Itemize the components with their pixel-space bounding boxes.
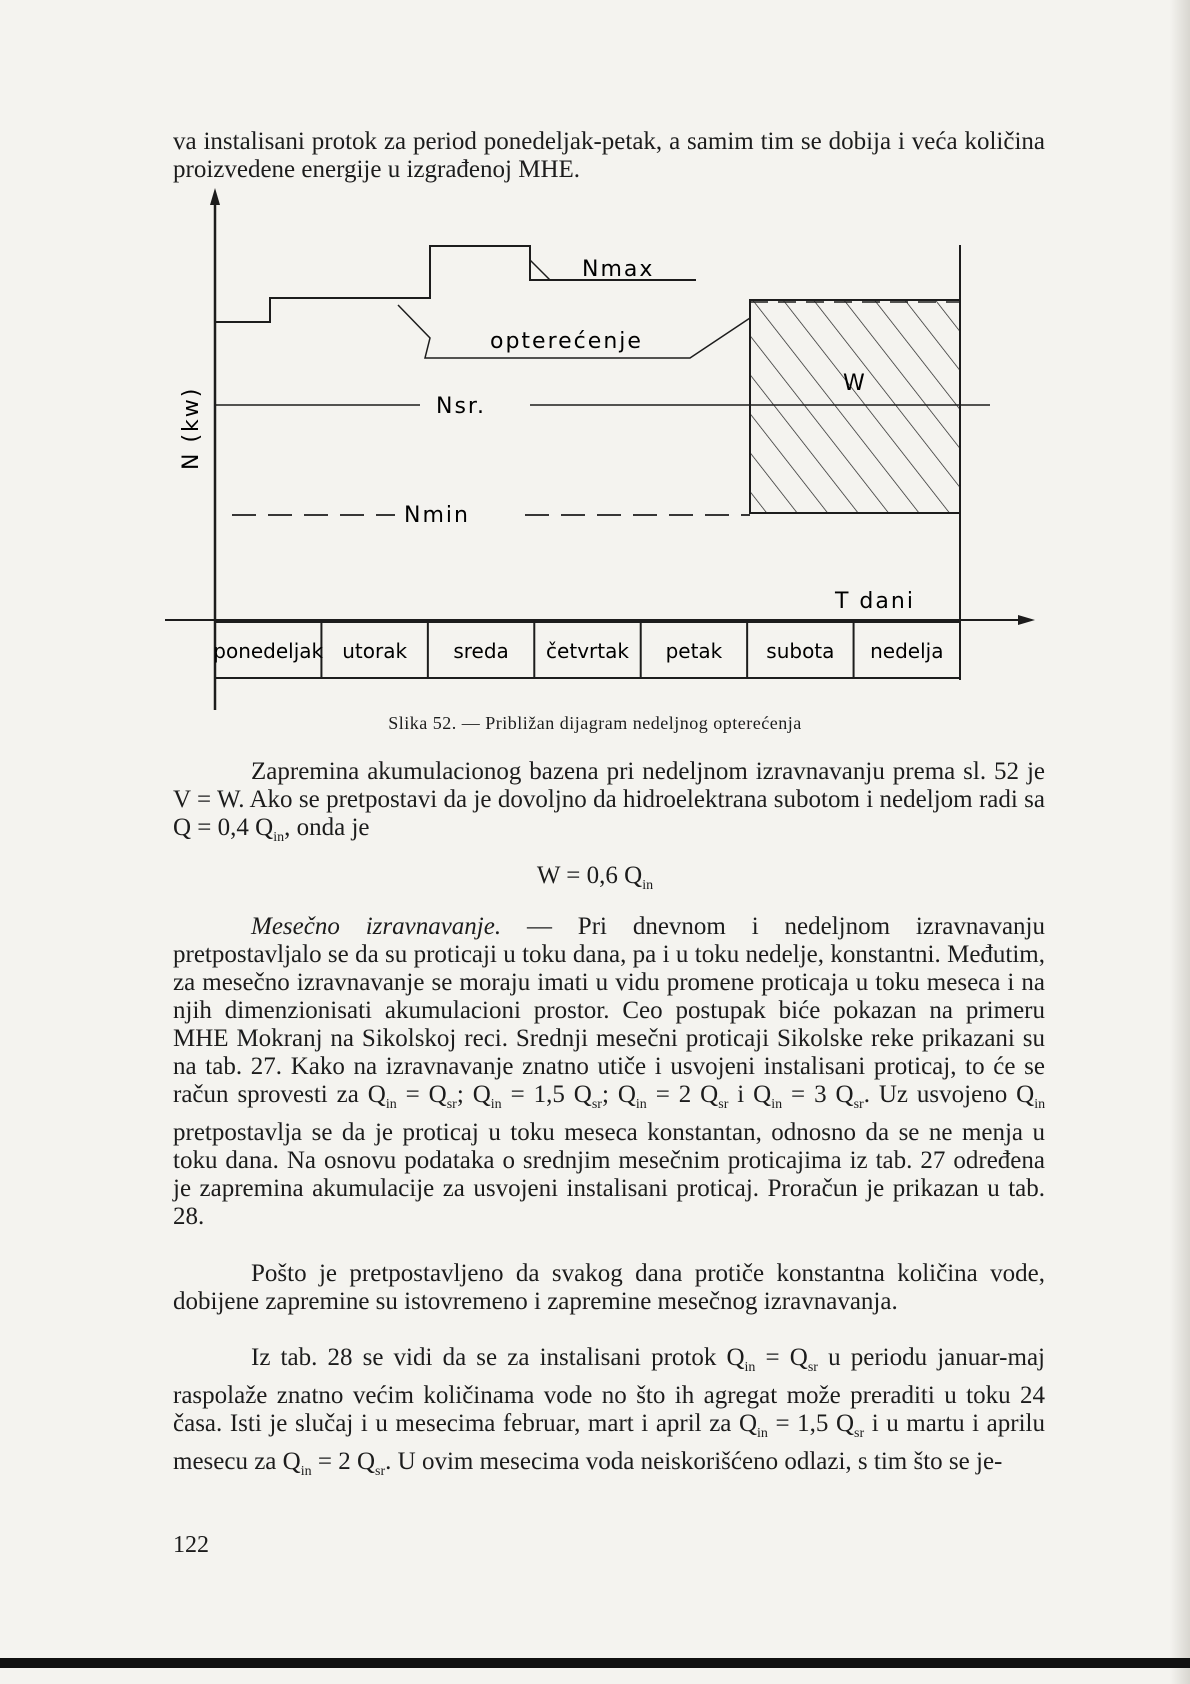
nmax-label: Nmax xyxy=(582,257,655,282)
page-number: 122 xyxy=(173,1532,209,1558)
w-label: W xyxy=(843,371,865,396)
weekly-load-diagram xyxy=(0,0,1190,720)
paragraph-table28: Iz tab. 28 se vidi da se za instalisani protok $Q_{in} = Q_{sr}$ u periodu januar-maj raspolaže znatno većim količinama vode no što ih agregat može preraditi u toku 24 časa. Isti je slučaj i u mesecima februar, mart i april za $Q_{in} = 1,5$ $Q_{sr}$ i u martu i aprilu mesecu za $Q_{in} = 2$ $Q_{sr}$. U ovim mesecima voda neiskorišćeno odlazi, s tim što se je- xyxy=(173,1344,1045,1479)
section-heading: Mesečno izravnavanje. xyxy=(251,913,502,940)
day-label-0: ponedeljak xyxy=(213,639,324,663)
paragraph-monthly: Mesečno izravnavanje. — Pri dnevnom i nedeljnom izravnavanju pretpostavljalo se da su proticaji u toku dana, pa i u toku nedelje, konstantni. Međutim, za mesečno izravnavanje se moraju imati u vidu promene proticaja u toku meseca i na njih dimenzionisati akumulacioni prostor. Ceo postupak biće pokazan na primeru MHE Mokranj na Sikolskoj reci. Srednji mesečni proticaji Sikolske reke prikazani su na tab. 27. Kako na izravnavanje znatno utiče i usvojeni instalisani proticaj, to će se račun sprovesti za $Q_{in} = Q_{sr}$; $Q_{in} = 1,5$ $Q_{sr}$; $Q_{in} = 2$ $Q_{sr}$ i $Q_{in} = 3$ $Q_{sr}$. Uz usvojeno $Q_{in}$ pretpostavlja se da je proticaj u toku meseca konstantan, odnosno da se ne menja u toku dana. Na osnovu podataka o srednjim mesečnim proticajima iz tab. 27 određena je zapremina akumulacije za usvojeni instalisani proticaj. Proračun je prikazan u tab. 28. xyxy=(173,913,1046,1230)
w-hatched-region xyxy=(750,300,960,513)
y-axis-label: N (kw) xyxy=(179,386,204,470)
day-label-3: četvrtak xyxy=(546,639,629,663)
day-label-4: petak xyxy=(665,639,723,663)
formula-w: W = 0,6 $Q_{in}$ xyxy=(536,862,654,893)
figure-caption: Slika 52. — Približan dijagram nedeljnog opterećenja xyxy=(388,713,802,733)
page-edge-shadow xyxy=(1170,0,1190,1684)
day-label-1: utorak xyxy=(342,639,408,663)
intro-paragraph: va instalisani protok za period ponedeljak-petak, a samim tim se dobija i veća količina proizvedene energije u izgrađenoj MHE. xyxy=(173,128,1045,183)
opterecenje-label: opterećenje xyxy=(490,329,643,354)
scan-bottom-bar xyxy=(0,1658,1190,1668)
day-label-5: subota xyxy=(766,639,835,663)
y-axis-arrow xyxy=(210,188,220,205)
paragraph-constant: Pošto je pretpostavljeno da svakog dana protiče konstantna količina vode, dobijene zapremine su istovremeno i zapremine mesečnog izravnavanja. xyxy=(173,1260,1045,1315)
x-axis-arrow xyxy=(1018,615,1035,625)
nmin-label: Nmin xyxy=(404,503,470,528)
nsr-label: Nsr. xyxy=(436,394,486,419)
day-label-6: nedelja xyxy=(870,639,944,663)
day-label-2: sreda xyxy=(453,639,509,663)
x-axis-label: T dani xyxy=(835,589,915,614)
paragraph-volume: Zapremina akumulacionog bazena pri nedeljnom izravnavanju prema sl. 52 je V = W. Ako se pretpostavi da je dovoljno da hidroelektrana subotom i nedeljom radi sa Q = 0,4 $Q_{in}$, onda je xyxy=(173,758,1045,845)
